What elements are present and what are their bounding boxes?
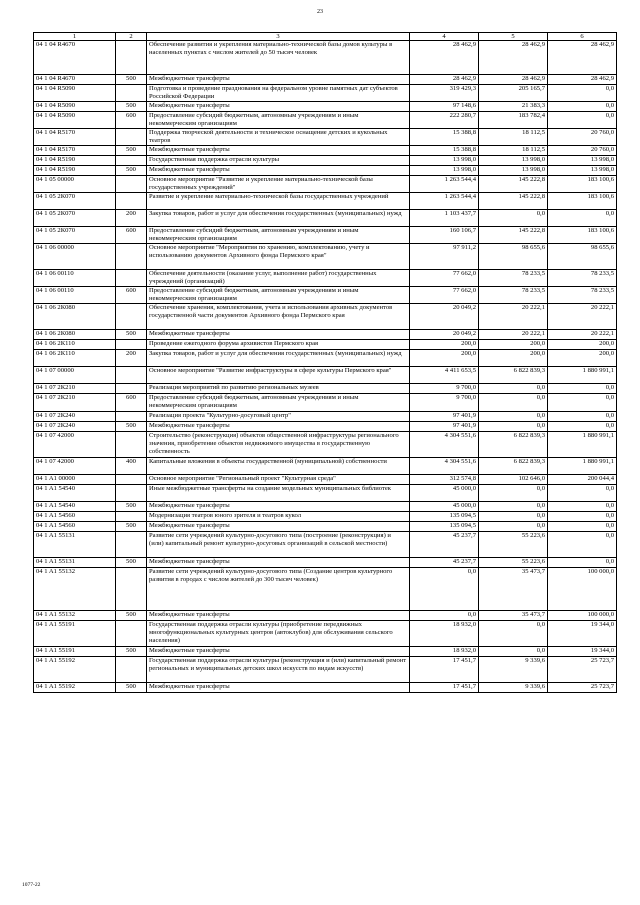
name-cell: Развитие сети учреждений культурно-досугового типа (построение (реконструкция) и (или) капитальный ремонт культурно-досуговых организаций в сельской местности) (147, 531, 410, 557)
amount-year1-cell: 13 998,0 (410, 166, 479, 176)
name-cell: Реализация мероприятий по развитию региональных музеев (147, 384, 410, 394)
amount-year2-cell: 0,0 (479, 501, 548, 511)
amount-year1-cell: 0,0 (410, 567, 479, 610)
page-number: 23 (317, 9, 323, 15)
amount-year2-cell: 21 383,3 (479, 102, 548, 112)
amount-year3-cell: 200,0 (548, 350, 617, 367)
amount-year2-cell: 200,0 (479, 340, 548, 350)
amount-year3-cell: 20 760,0 (548, 146, 617, 156)
amount-year3-cell: 19 344,0 (548, 620, 617, 646)
amount-year1-cell: 4 411 653,5 (410, 367, 479, 384)
expense-type-cell (116, 85, 147, 102)
table-row (34, 146, 617, 156)
amount-year3-cell: 183 100,6 (548, 193, 617, 210)
expense-type-cell (116, 156, 147, 166)
amount-year3-cell: 0,0 (548, 210, 617, 227)
expense-type-cell (116, 367, 147, 384)
code-cell: 04 1 04 R5090 (34, 85, 116, 102)
expense-type-cell (116, 620, 147, 646)
amount-year3-cell: 0,0 (548, 102, 617, 112)
amount-year1-cell: 77 662,0 (410, 287, 479, 304)
amount-year3-cell: 0,0 (548, 85, 617, 102)
name-cell: Межбюджетные трансферты (147, 501, 410, 511)
amount-year1-cell: 319 429,3 (410, 85, 479, 102)
expense-type-cell: 500 (116, 146, 147, 156)
amount-year2-cell: 18 112,5 (479, 146, 548, 156)
amount-year1-cell: 135 094,5 (410, 521, 479, 531)
code-cell: 04 1 05 2К070 (34, 227, 116, 244)
amount-year3-cell: 98 655,6 (548, 244, 617, 270)
amount-year2-cell: 6 822 839,3 (479, 457, 548, 474)
name-cell: Проведение ежегодного форума архивистов Пермского края (147, 340, 410, 350)
amount-year1-cell: 200,0 (410, 340, 479, 350)
code-cell: 04 1 A1 55192 (34, 682, 116, 692)
amount-year3-cell: 0,0 (548, 511, 617, 521)
amount-year2-cell: 0,0 (479, 511, 548, 521)
expense-type-cell (116, 411, 147, 421)
amount-year3-cell: 13 998,0 (548, 166, 617, 176)
amount-year2-cell: 6 822 839,3 (479, 431, 548, 457)
amount-year1-cell: 17 451,7 (410, 656, 479, 682)
expense-type-cell (116, 244, 147, 270)
table-row (34, 620, 617, 646)
code-cell: 04 1 A1 54540 (34, 501, 116, 511)
table-row (34, 474, 617, 484)
table-row (34, 340, 617, 350)
amount-year3-cell: 0,0 (548, 484, 617, 501)
amount-year1-cell: 17 451,7 (410, 682, 479, 692)
expense-type-cell (116, 193, 147, 210)
amount-year3-cell: 1 880 991,1 (548, 431, 617, 457)
amount-year3-cell: 183 100,6 (548, 176, 617, 193)
table-row (34, 156, 617, 166)
table-row (34, 112, 617, 129)
code-cell: 04 1 07 2К240 (34, 421, 116, 431)
amount-year3-cell: 25 723,7 (548, 656, 617, 682)
amount-year1-cell: 1 103 437,7 (410, 210, 479, 227)
amount-year2-cell: 0,0 (479, 421, 548, 431)
amount-year2-cell: 0,0 (479, 521, 548, 531)
amount-year2-cell: 205 165,7 (479, 85, 548, 102)
table-row (34, 304, 617, 330)
amount-year1-cell: 45 000,0 (410, 484, 479, 501)
amount-year2-cell: 13 998,0 (479, 156, 548, 166)
column-header: 5 (479, 33, 548, 41)
expense-type-cell: 600 (116, 112, 147, 129)
amount-year3-cell: 0,0 (548, 411, 617, 421)
amount-year1-cell: 28 462,9 (410, 41, 479, 75)
name-cell: Реализация проекта "Культурно-досуговый центр" (147, 411, 410, 421)
name-cell: Основное мероприятие "Развитие инфраструктуры в сфере культуры Пермского края" (147, 367, 410, 384)
expense-type-cell: 200 (116, 210, 147, 227)
name-cell: Строительство (реконструкция) объектов общественной инфраструктуры регионального значения, приобретение объектов недвижимого имущества в государственную собственность (147, 431, 410, 457)
name-cell: Межбюджетные трансферты (147, 682, 410, 692)
document-code: 1077-22 (22, 882, 41, 888)
code-cell: 04 1 07 42000 (34, 431, 116, 457)
name-cell: Межбюджетные трансферты (147, 75, 410, 85)
amount-year1-cell: 4 304 551,6 (410, 431, 479, 457)
amount-year3-cell: 13 998,0 (548, 156, 617, 166)
code-cell: 04 1 04 R5090 (34, 112, 116, 129)
expense-type-cell: 500 (116, 421, 147, 431)
name-cell: Государственная поддержка отрасли культуры (147, 156, 410, 166)
amount-year1-cell: 1 263 544,4 (410, 193, 479, 210)
table-row (34, 531, 617, 557)
code-cell: 04 1 A1 55131 (34, 531, 116, 557)
amount-year3-cell: 0,0 (548, 501, 617, 511)
name-cell: Межбюджетные трансферты (147, 421, 410, 431)
code-cell: 04 1 A1 54540 (34, 484, 116, 501)
column-header: 3 (147, 33, 410, 41)
amount-year3-cell: 0,0 (548, 384, 617, 394)
table-row (34, 394, 617, 411)
amount-year1-cell: 28 462,9 (410, 75, 479, 85)
name-cell: Закупка товаров, работ и услуг для обеспечения государственных (муниципальных) нужд (147, 350, 410, 367)
amount-year1-cell: 18 932,0 (410, 620, 479, 646)
name-cell: Обеспечение развития и укрепления материально-технической базы домов культуры в населенных пунктах с числом жителей до 50 тысяч человек (147, 41, 410, 75)
amount-year1-cell: 20 049,2 (410, 330, 479, 340)
name-cell: Государственная поддержка отрасли культуры (реконструкция и (или) капитальный ремонт региональных и муниципальных детских школ искусств по видам искусств) (147, 656, 410, 682)
amount-year1-cell: 4 304 551,6 (410, 457, 479, 474)
expense-type-cell: 500 (116, 75, 147, 85)
table-row (34, 287, 617, 304)
amount-year2-cell: 98 655,6 (479, 244, 548, 270)
amount-year1-cell: 77 662,0 (410, 270, 479, 287)
name-cell: Межбюджетные трансферты (147, 521, 410, 531)
code-cell: 04 1 A1 55132 (34, 610, 116, 620)
expense-type-cell (116, 431, 147, 457)
amount-year3-cell: 200 044,4 (548, 474, 617, 484)
table-row (34, 350, 617, 367)
table-row (34, 521, 617, 531)
expense-type-cell (116, 176, 147, 193)
name-cell: Предоставление субсидий бюджетным, автономным учреждениям и иным некоммерческим организациям (147, 394, 410, 411)
table-row (34, 682, 617, 692)
amount-year1-cell: 13 998,0 (410, 156, 479, 166)
amount-year3-cell: 100 000,0 (548, 610, 617, 620)
code-cell: 04 1 A1 54560 (34, 511, 116, 521)
code-cell: 04 1 A1 54560 (34, 521, 116, 531)
code-cell: 04 1 07 2К210 (34, 384, 116, 394)
code-cell: 04 1 06 2К080 (34, 330, 116, 340)
code-cell: 04 1 A1 55192 (34, 656, 116, 682)
column-header: 2 (116, 33, 147, 41)
amount-year1-cell: 97 401,9 (410, 411, 479, 421)
code-cell: 04 1 06 00110 (34, 287, 116, 304)
expense-type-cell (116, 484, 147, 501)
code-cell: 04 1 05 2К070 (34, 193, 116, 210)
amount-year3-cell: 78 233,5 (548, 287, 617, 304)
name-cell: Развитие и укрепление материально-технической базы государственных учреждений (147, 193, 410, 210)
table-row (34, 102, 617, 112)
expense-type-cell (116, 531, 147, 557)
code-cell: 04 1 05 00000 (34, 176, 116, 193)
table-row (34, 656, 617, 682)
code-cell: 04 1 04 R4670 (34, 41, 116, 75)
amount-year2-cell: 20 222,1 (479, 304, 548, 330)
expense-type-cell: 500 (116, 521, 147, 531)
table-row (34, 411, 617, 421)
name-cell: Подготовка и проведение празднования на федеральном уровне памятных дат субъектов Российской Федерации (147, 85, 410, 102)
table-row (34, 501, 617, 511)
amount-year2-cell: 35 473,7 (479, 610, 548, 620)
name-cell: Межбюджетные трансферты (147, 102, 410, 112)
code-cell: 04 1 04 R5170 (34, 146, 116, 156)
amount-year1-cell: 312 574,8 (410, 474, 479, 484)
amount-year3-cell: 28 462,9 (548, 41, 617, 75)
code-cell: 04 1 06 2К110 (34, 340, 116, 350)
amount-year2-cell: 6 822 839,3 (479, 367, 548, 384)
table-row (34, 431, 617, 457)
expense-type-cell: 500 (116, 330, 147, 340)
budget-table (33, 32, 617, 693)
amount-year3-cell: 19 344,0 (548, 646, 617, 656)
expense-type-cell (116, 567, 147, 610)
table-row (34, 244, 617, 270)
expense-type-cell (116, 340, 147, 350)
expense-type-cell: 600 (116, 227, 147, 244)
amount-year2-cell: 0,0 (479, 646, 548, 656)
code-cell: 04 1 07 2К210 (34, 394, 116, 411)
code-cell: 04 1 04 R5090 (34, 102, 116, 112)
amount-year2-cell: 0,0 (479, 210, 548, 227)
table-row (34, 166, 617, 176)
amount-year1-cell: 97 401,9 (410, 421, 479, 431)
amount-year1-cell: 97 148,6 (410, 102, 479, 112)
amount-year3-cell: 1 880 991,1 (548, 367, 617, 384)
code-cell: 04 1 A1 55191 (34, 646, 116, 656)
amount-year3-cell: 100 000,0 (548, 567, 617, 610)
table-row (34, 129, 617, 146)
expense-type-cell: 500 (116, 557, 147, 567)
table-row (34, 210, 617, 227)
amount-year2-cell: 55 223,6 (479, 531, 548, 557)
code-cell: 04 1 A1 55131 (34, 557, 116, 567)
name-cell: Межбюджетные трансферты (147, 330, 410, 340)
table-row (34, 384, 617, 394)
table-row (34, 421, 617, 431)
expense-type-cell: 500 (116, 501, 147, 511)
code-cell: 04 1 06 00110 (34, 270, 116, 287)
expense-type-cell (116, 41, 147, 75)
code-cell: 04 1 06 2К080 (34, 304, 116, 330)
name-cell: Предоставление субсидий бюджетным, автономным учреждениям и иным некоммерческим организациям (147, 287, 410, 304)
code-cell: 04 1 A1 00000 (34, 474, 116, 484)
amount-year2-cell: 183 782,4 (479, 112, 548, 129)
name-cell: Государственная поддержка отрасли культуры (приобретение передвижных многофункциональных культурных центров (автоклубов) для обслуживания сельского населения) (147, 620, 410, 646)
expense-type-cell: 500 (116, 610, 147, 620)
expense-type-cell: 600 (116, 287, 147, 304)
amount-year1-cell: 15 388,8 (410, 129, 479, 146)
table-row (34, 484, 617, 501)
code-cell: 04 1 A1 55132 (34, 567, 116, 610)
amount-year2-cell: 9 339,6 (479, 656, 548, 682)
name-cell: Межбюджетные трансферты (147, 610, 410, 620)
amount-year1-cell: 9 700,0 (410, 394, 479, 411)
amount-year2-cell: 18 112,5 (479, 129, 548, 146)
amount-year2-cell: 78 233,5 (479, 270, 548, 287)
code-cell: 04 1 06 00000 (34, 244, 116, 270)
amount-year3-cell: 0,0 (548, 521, 617, 531)
expense-type-cell (116, 129, 147, 146)
column-header: 1 (34, 33, 116, 41)
amount-year3-cell: 20 222,1 (548, 330, 617, 340)
name-cell: Межбюджетные трансферты (147, 166, 410, 176)
name-cell: Капитальные вложения в объекты государственной (муниципальной) собственности (147, 457, 410, 474)
table-row (34, 567, 617, 610)
name-cell: Модернизация театров юного зрителя и театров кукол (147, 511, 410, 521)
code-cell: 04 1 A1 55191 (34, 620, 116, 646)
table-row (34, 41, 617, 75)
amount-year3-cell: 0,0 (548, 531, 617, 557)
expense-type-cell: 600 (116, 394, 147, 411)
amount-year1-cell: 15 388,8 (410, 146, 479, 156)
column-header: 6 (548, 33, 617, 41)
amount-year2-cell: 0,0 (479, 394, 548, 411)
expense-type-cell: 500 (116, 166, 147, 176)
code-cell: 04 1 04 R5190 (34, 156, 116, 166)
amount-year2-cell: 55 223,6 (479, 557, 548, 567)
amount-year1-cell: 222 280,7 (410, 112, 479, 129)
table-row (34, 557, 617, 567)
amount-year3-cell: 20 222,1 (548, 304, 617, 330)
amount-year3-cell: 0,0 (548, 394, 617, 411)
amount-year2-cell: 145 222,8 (479, 227, 548, 244)
expense-type-cell (116, 270, 147, 287)
amount-year2-cell: 0,0 (479, 620, 548, 646)
code-cell: 04 1 07 2К240 (34, 411, 116, 421)
table-row (34, 330, 617, 340)
amount-year1-cell: 97 911,2 (410, 244, 479, 270)
expense-type-cell: 500 (116, 646, 147, 656)
amount-year3-cell: 183 100,6 (548, 227, 617, 244)
code-cell: 04 1 07 42000 (34, 457, 116, 474)
amount-year2-cell: 9 339,6 (479, 682, 548, 692)
column-header: 4 (410, 33, 479, 41)
table-row (34, 270, 617, 287)
amount-year3-cell: 1 880 991,1 (548, 457, 617, 474)
amount-year2-cell: 13 998,0 (479, 166, 548, 176)
table-row (34, 193, 617, 210)
amount-year1-cell: 135 094,5 (410, 511, 479, 521)
code-cell: 04 1 04 R4670 (34, 75, 116, 85)
amount-year2-cell: 0,0 (479, 384, 548, 394)
table-row (34, 610, 617, 620)
table-row (34, 457, 617, 474)
amount-year3-cell: 78 233,5 (548, 270, 617, 287)
amount-year1-cell: 200,0 (410, 350, 479, 367)
header-row (34, 33, 617, 41)
amount-year1-cell: 20 049,2 (410, 304, 479, 330)
amount-year2-cell: 145 222,8 (479, 193, 548, 210)
amount-year3-cell: 0,0 (548, 112, 617, 129)
amount-year1-cell: 45 237,7 (410, 557, 479, 567)
amount-year2-cell: 28 462,9 (479, 41, 548, 75)
code-cell: 04 1 04 R5170 (34, 129, 116, 146)
expense-type-cell: 500 (116, 682, 147, 692)
table-row (34, 75, 617, 85)
amount-year2-cell: 102 646,0 (479, 474, 548, 484)
expense-type-cell: 200 (116, 350, 147, 367)
expense-type-cell (116, 511, 147, 521)
amount-year2-cell: 200,0 (479, 350, 548, 367)
code-cell: 04 1 04 R5190 (34, 166, 116, 176)
table-row (34, 511, 617, 521)
name-cell: Основное мероприятие "Развитие и укрепление материально-технической базы государственных учреждений" (147, 176, 410, 193)
amount-year3-cell: 20 760,0 (548, 129, 617, 146)
amount-year1-cell: 9 700,0 (410, 384, 479, 394)
expense-type-cell (116, 384, 147, 394)
table-row (34, 646, 617, 656)
amount-year2-cell: 35 473,7 (479, 567, 548, 610)
name-cell: Межбюджетные трансферты (147, 646, 410, 656)
amount-year1-cell: 1 263 544,4 (410, 176, 479, 193)
name-cell: Иные межбюджетные трансферты на создание модельных муниципальных библиотек (147, 484, 410, 501)
name-cell: Закупка товаров, работ и услуг для обеспечения государственных (муниципальных) нужд (147, 210, 410, 227)
table-row (34, 176, 617, 193)
amount-year1-cell: 0,0 (410, 610, 479, 620)
amount-year2-cell: 0,0 (479, 411, 548, 421)
amount-year2-cell: 0,0 (479, 484, 548, 501)
name-cell: Межбюджетные трансферты (147, 557, 410, 567)
amount-year3-cell: 0,0 (548, 421, 617, 431)
name-cell: Развитие сети учреждений культурно-досугового типа (Создание центров культурного развития в городах с числом жителей до 300 тысяч человек) (147, 567, 410, 610)
name-cell: Межбюджетные трансферты (147, 146, 410, 156)
amount-year2-cell: 28 462,9 (479, 75, 548, 85)
name-cell: Обеспечение хранения, комплектования, учета и использования архивных документов государственной части документов Архивного фонда Пермского края (147, 304, 410, 330)
expense-type-cell (116, 304, 147, 330)
name-cell: Основное мероприятие "Региональный проект "Культурная среда" (147, 474, 410, 484)
amount-year2-cell: 20 222,1 (479, 330, 548, 340)
name-cell: Поддержка творческой деятельности и техническое оснащение детских и кукольных театров (147, 129, 410, 146)
code-cell: 04 1 06 2К110 (34, 350, 116, 367)
name-cell: Предоставление субсидий бюджетным, автономным учреждениям и иным некоммерческим организациям (147, 227, 410, 244)
table-row (34, 227, 617, 244)
amount-year3-cell: 200,0 (548, 340, 617, 350)
table-row (34, 367, 617, 384)
amount-year1-cell: 45 000,0 (410, 501, 479, 511)
expense-type-cell: 500 (116, 102, 147, 112)
amount-year1-cell: 160 106,7 (410, 227, 479, 244)
code-cell: 04 1 07 00000 (34, 367, 116, 384)
expense-type-cell: 400 (116, 457, 147, 474)
amount-year3-cell: 25 723,7 (548, 682, 617, 692)
amount-year1-cell: 18 932,0 (410, 646, 479, 656)
expense-type-cell (116, 474, 147, 484)
name-cell: Обеспечение деятельности (оказание услуг, выполнение работ) государственных учреждений (организаций) (147, 270, 410, 287)
expense-type-cell (116, 656, 147, 682)
name-cell: Основное мероприятие "Мероприятия по хранению, комплектованию, учету и использованию документов Архивного фонда Пермского края" (147, 244, 410, 270)
amount-year3-cell: 0,0 (548, 557, 617, 567)
code-cell: 04 1 05 2К070 (34, 210, 116, 227)
amount-year2-cell: 78 233,5 (479, 287, 548, 304)
table-row (34, 85, 617, 102)
amount-year1-cell: 45 237,7 (410, 531, 479, 557)
amount-year2-cell: 145 222,8 (479, 176, 548, 193)
name-cell: Предоставление субсидий бюджетным, автономным учреждениям и иным некоммерческим организациям (147, 112, 410, 129)
amount-year3-cell: 28 462,9 (548, 75, 617, 85)
